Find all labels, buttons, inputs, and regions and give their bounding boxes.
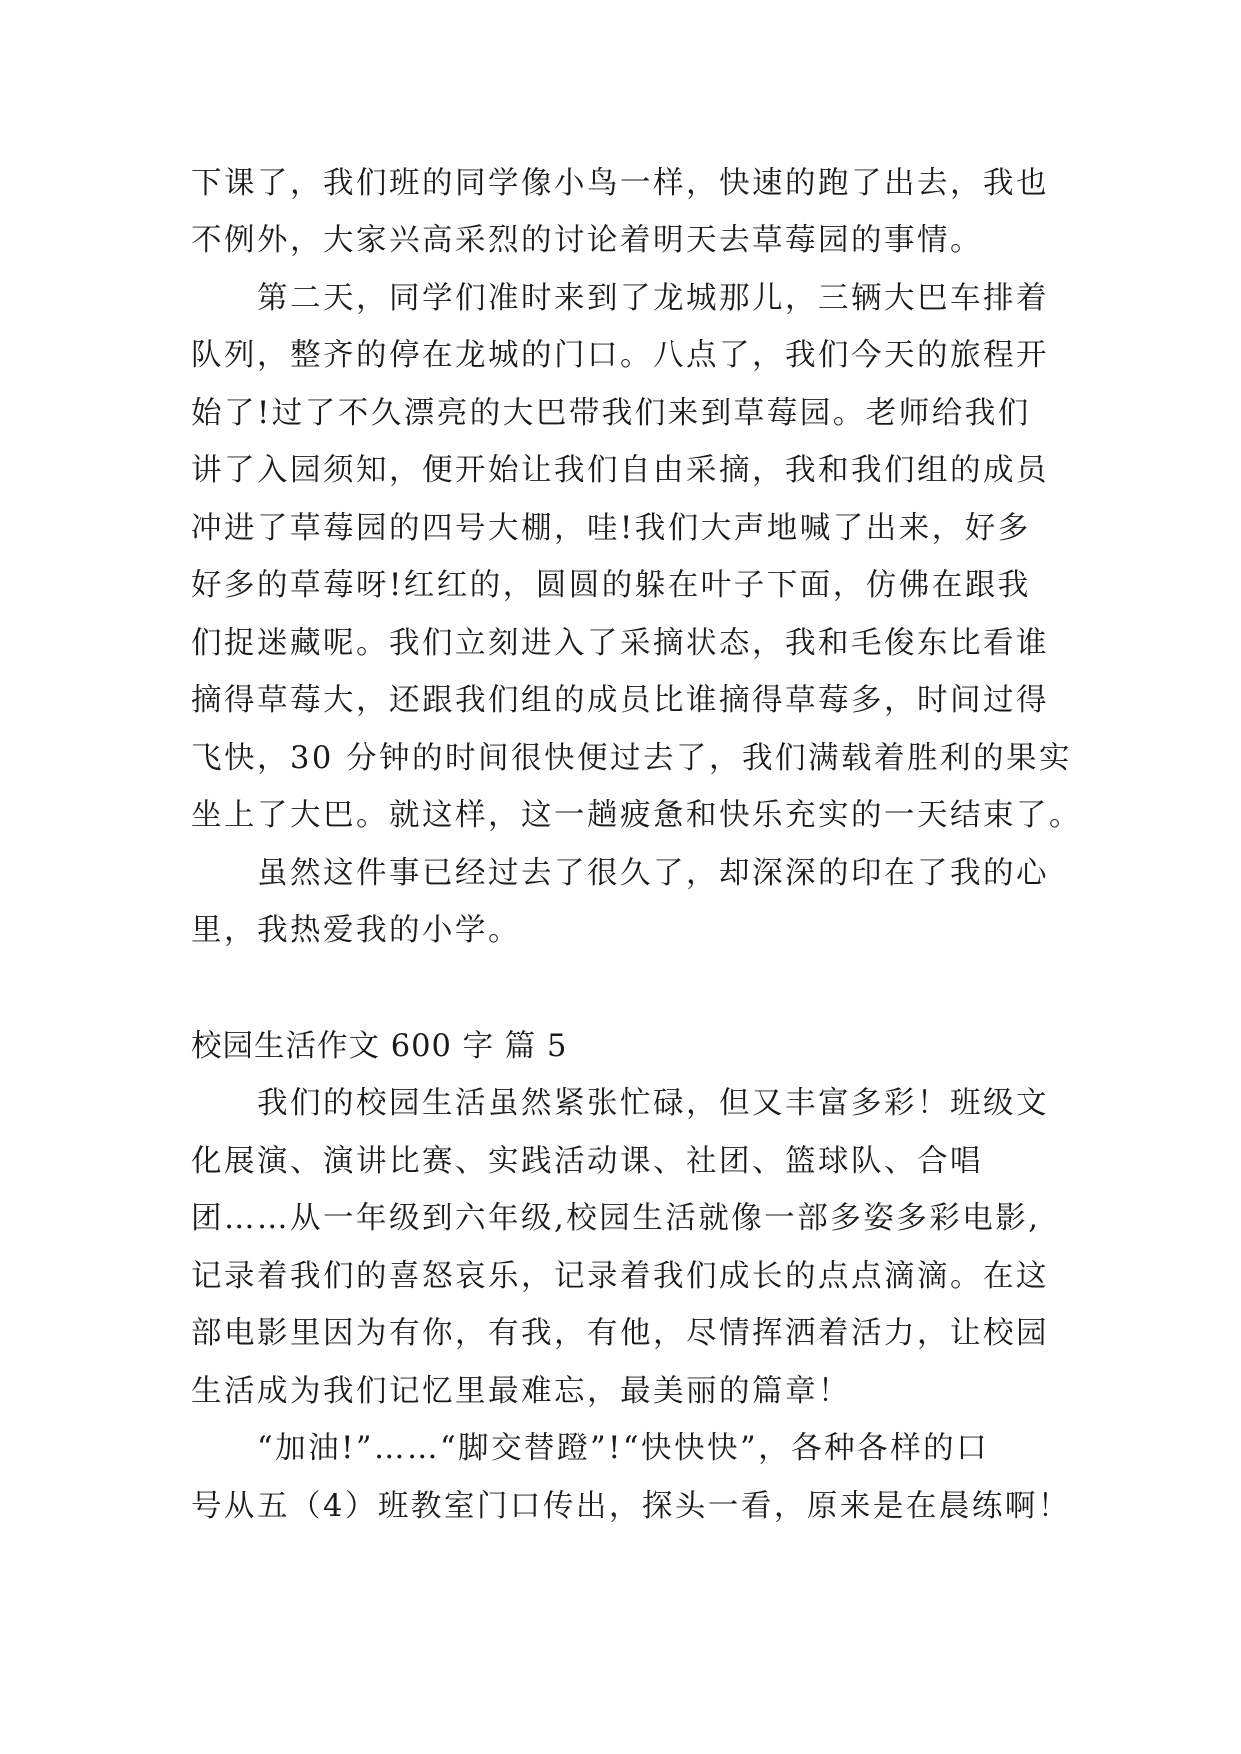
paragraph-line: 们捉迷藏呢。我们立刻进入了采摘状态，我和毛俊东比看谁 <box>191 626 1049 661</box>
paragraph-line: 摘得草莓大，还跟我们组的成员比谁摘得草莓多，时间过得 <box>191 683 1049 718</box>
paragraph-line: 里，我热爱我的小学。 <box>191 913 521 948</box>
paragraph-line: 号从五（4）班教室门口传出，探头一看，原来是在晨练啊！ <box>191 1489 1071 1524</box>
paragraph-line: 第二天，同学们准时来到了龙城那儿，三辆大巴车排着 <box>191 281 1049 316</box>
paragraph-line: 好多的草莓呀!红红的，圆圆的躲在叶子下面，仿佛在跟我 <box>191 568 1031 603</box>
paragraph-line: 我们的校园生活虽然紧张忙碌，但又丰富多彩！班级文 <box>191 1086 1049 1121</box>
paragraph-line: “加油!”……“脚交替蹬”!“快快快”，各种各样的口 <box>191 1431 990 1466</box>
paragraph-line: 记录着我们的喜怒哀乐，记录着我们成长的点点滴滴。在这 <box>191 1259 1049 1294</box>
paragraph-line: 团……从一年级到六年级,校园生活就像一部多姿多彩电影, <box>191 1201 1041 1236</box>
paragraph-line: 虽然这件事已经过去了很久了，却深深的印在了我的心 <box>191 856 1049 891</box>
section-heading: 校园生活作文 600 字 篇 5 <box>191 1029 568 1064</box>
paragraph-line: 讲了入园须知，便开始让我们自由采摘，我和我们组的成员 <box>191 453 1049 488</box>
paragraph-line: 队列，整齐的停在龙城的门口。八点了，我们今天的旅程开 <box>191 338 1049 373</box>
paragraph-line: 化展演、演讲比赛、实践活动课、社团、篮球队、合唱 <box>191 1144 983 1179</box>
paragraph-line: 部电影里因为有你，有我，有他，尽情挥洒着活力，让校园 <box>191 1316 1049 1351</box>
paragraph-line: 始了!过了不久漂亮的大巴带我们来到草莓园。老师给我们 <box>191 396 1031 431</box>
paragraph-line: 生活成为我们记忆里最难忘，最美丽的篇章！ <box>191 1374 851 1409</box>
paragraph-line: 不例外，大家兴高采烈的讨论着明天去草莓园的事情。 <box>191 223 983 258</box>
paragraph-line: 下课了，我们班的同学像小鸟一样，快速的跑了出去，我也 <box>191 166 1049 201</box>
paragraph-line: 坐上了大巴。就这样，这一趟疲惫和快乐充实的一天结束了。 <box>191 798 1082 833</box>
paragraph-line: 飞快，30 分钟的时间很快便过去了，我们满载着胜利的果实 <box>191 741 1073 776</box>
paragraph-line: 冲进了草莓园的四号大棚，哇!我们大声地喊了出来，好多 <box>191 511 1031 546</box>
